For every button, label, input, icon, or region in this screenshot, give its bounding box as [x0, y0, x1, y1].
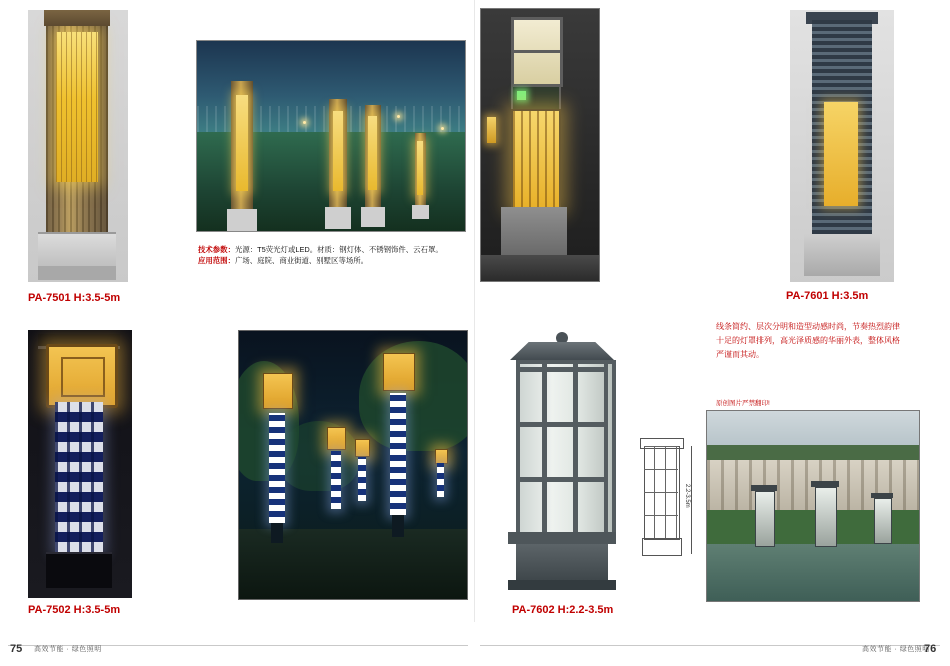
spec-label-usage: 应用范围： [198, 256, 235, 265]
street-row-photo [238, 330, 468, 600]
footer-text-left: 高效节能 · 绿色照明 [34, 646, 102, 653]
copyright-note: 原创图片严禁翻印! [716, 400, 770, 407]
spec-text-usage: 广场、庭院、商业街道、别墅区等场所。 [234, 256, 369, 265]
spec-block [198, 244, 448, 266]
caption-pa-7602: PA-7602 H:2.2-3.5m [512, 604, 614, 616]
page-divider [474, 0, 475, 622]
caption-pa-7601: PA-7601 H:3.5m [786, 290, 869, 302]
product-image-pa-7601 [790, 10, 894, 282]
product-image-pa-7602 [498, 318, 626, 598]
folio-left: 75 [10, 643, 23, 655]
product-image-pa-7501 [28, 10, 128, 282]
riverside-photo [706, 410, 920, 602]
footer-text-right: 高效节能 · 绿色照明 [862, 646, 930, 653]
product-image-pa-7502 [28, 330, 132, 598]
spec-text-params: 光源：T5荧光灯或LED。材质：钢灯体、不锈钢饰件、云石罩。 [234, 245, 443, 254]
caption-pa-7502: PA-7502 H:3.5-5m [28, 604, 121, 616]
caption-pa-7501: PA-7501 H:3.5-5m [28, 292, 121, 304]
wall-lamp-photo [480, 8, 600, 282]
spec-label-params: 技术参数： [198, 245, 235, 254]
elevation-drawing [634, 432, 696, 564]
plaza-night-photo [196, 40, 466, 232]
product-description: 线条简约、层次分明和造型动感时尚，节奏热烈韵律十足的灯罩排列，高光泽质感的华丽外表，整体风格严谨而其动。 [716, 322, 900, 359]
folio-right: 76 [924, 643, 937, 655]
drawing-dimension-label: 2.2-3.5m [684, 484, 690, 508]
